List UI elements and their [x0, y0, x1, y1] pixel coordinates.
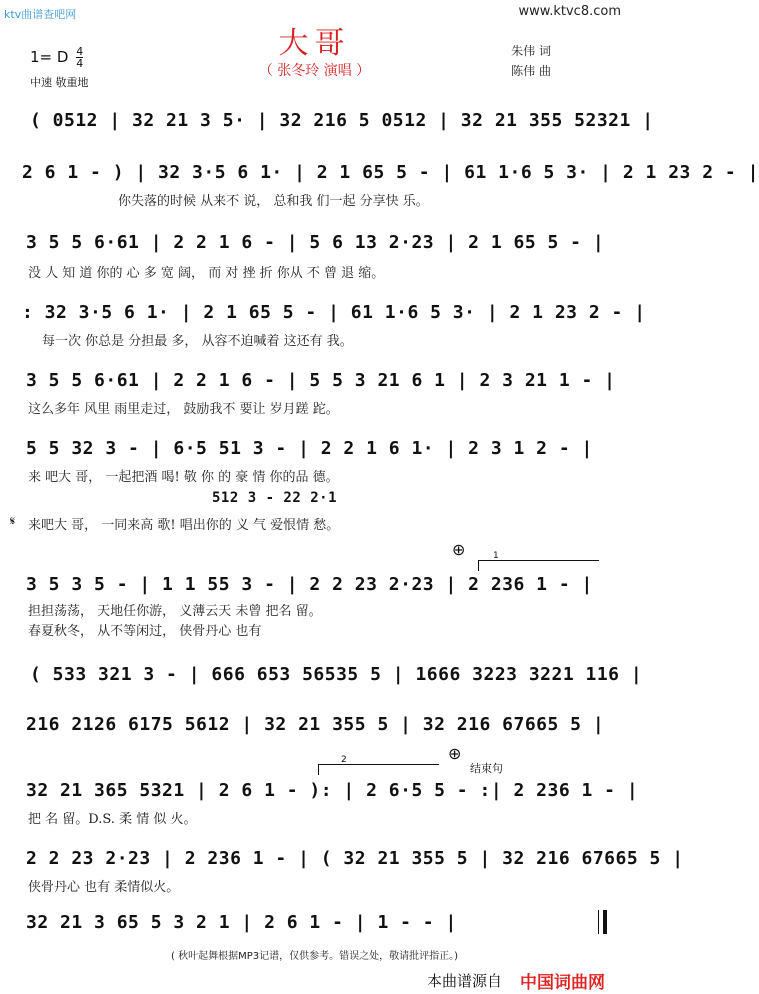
staff-line — [22, 108, 654, 132]
notes-line-4: : 32 3·5 6 1· | 2 1 65 5 - | 61 1·6 5 3· | 2 1 23 2 - | — [22, 302, 646, 323]
staff-line — [22, 436, 610, 460]
lyric-line-7: 来吧大 哥， 一同来高 歌! 唱出你的 义 气 爱恨情 愁。 — [28, 518, 340, 533]
notes-line-2: 2 6 1 - ) | 32 3·5 6 1· | 2 1 65 5 - | 61 1·6 5 3· | 2 1 23 2 - | — [22, 162, 759, 183]
lyric-line-12: 把 名 留。D.S. 柔 情 似 火。 — [28, 812, 197, 827]
site-watermark-left: ktv曲谱查吧网 — [4, 8, 77, 21]
lyric-line-4: 每一次 你总是 分担最 多， 从容不迫喊着 这还有 我。 — [42, 334, 353, 349]
notes-line-10: ( 533 321 3 - | 666 653 56535 5 | 1666 3223 3221 116 | — [30, 664, 643, 685]
lyric-line-6: 来 吧大 哥， 一起把酒 喝! 敬 你 的 豪 情 你的品 德。 — [28, 470, 339, 485]
staff-line — [22, 300, 646, 324]
segno-sign: 𝄋 — [10, 514, 16, 528]
volta-2 — [318, 755, 439, 775]
lyric-line-2: 你失落的时候 从来不 说， 总和我 们一起 分享快 乐。 — [118, 194, 429, 209]
volta-1-label: 1 — [493, 551, 499, 561]
notes-line-7: 512 3 - 22 2·1 — [212, 490, 338, 506]
source-label: 本曲谱源自 — [427, 972, 503, 990]
site-watermark-right: www.ktvc8.com — [518, 4, 621, 19]
staff-line — [22, 230, 610, 254]
notes-line-12: 32 21 365 5321 | 2 6 1 - ): | 2 6·5 5 - :| 2 236 1 - | — [26, 780, 639, 801]
staff-line — [22, 778, 639, 802]
song-title: 大哥 — [278, 26, 351, 61]
notes-line-13: 2 2 23 2·23 | 2 236 1 - | ( 32 21 355 5 | 32 216 67665 5 | — [26, 848, 684, 869]
staff-line — [22, 662, 643, 686]
coda-sign-end: ⊕ — [448, 744, 462, 763]
volta-2-label: 2 — [341, 755, 347, 765]
lyric-line-13: 侠骨丹心 也有 柔情似火。 — [28, 880, 180, 895]
lyric-line-8: 担担荡荡， 天地任你游， 义薄云天 未曾 把名 留。 — [28, 604, 322, 619]
lyric-line-9: 春夏秋冬， 从不等闲过， 侠骨丹心 也有 — [28, 624, 262, 639]
coda-sign: ⊕ — [452, 540, 466, 559]
composer: 陈伟 曲 — [511, 64, 551, 78]
volta-1 — [478, 551, 599, 571]
lyricist: 朱伟 词 — [511, 44, 551, 58]
notes-line-5: 3 5 5 6·61 | 2 2 1 6 - | 5 5 3 21 6 1 | 2 3 21 1 - | — [26, 370, 616, 391]
final-barline — [598, 910, 607, 934]
staff-line — [22, 910, 610, 934]
end-phrase-label: 结束句 — [470, 762, 503, 775]
staff-line — [22, 712, 610, 736]
notes-line-1: ( 0512 | 32 21 3 5· | 32 216 5 0512 | 32 21 355 52321 | — [30, 110, 654, 131]
tempo-marking: 中速 敬重地 — [30, 76, 89, 89]
time-signature — [76, 46, 83, 69]
notes-line-14: 32 21 3 65 5 3 2 1 | 2 6 1 - | 1 - - | — [26, 912, 457, 933]
staff-line — [22, 488, 610, 508]
source-site[interactable]: 中国词曲网 — [520, 973, 605, 993]
key-label: 1= D — [30, 48, 69, 66]
transcription-note: ( 秋叶起舞根据MP3记谱，仅供参考。错误之处，敬请批评指正。) — [170, 951, 458, 962]
notes-line-6: 5 5 32 3 - | 6·5 51 3 - | 2 2 1 6 1· | 2 3 1 2 - | — [26, 438, 593, 459]
staff-line — [22, 572, 610, 596]
time-bottom: 4 — [76, 57, 84, 70]
notes-line-3: 3 5 5 6·61 | 2 2 1 6 - | 5 6 13 2·23 | 2 1 65 5 - | — [26, 232, 605, 253]
notes-line-8: 3 5 3 5 - | 1 1 55 3 - | 2 2 23 2·23 | 2 236 1 - | — [26, 574, 593, 595]
time-top: 4 — [76, 45, 84, 58]
staff-line — [22, 368, 616, 392]
lyric-line-3: 没 人 知 道 你的 心 多 宽 阔， 而 对 挫 折 你从 不 曾 退 缩。 — [28, 266, 385, 281]
notes-line-11: 216 2126 6175 5612 | 32 21 355 5 | 32 216 67665 5 | — [26, 714, 605, 735]
staff-line — [22, 846, 684, 870]
key-signature — [30, 46, 83, 69]
staff-line — [22, 160, 759, 184]
lyric-line-5: 这么多年 风里 雨里走过， 鼓励我不 要让 岁月蹉 跎。 — [28, 402, 339, 417]
performer: （ 张冬玲 演唱 ） — [258, 63, 371, 79]
